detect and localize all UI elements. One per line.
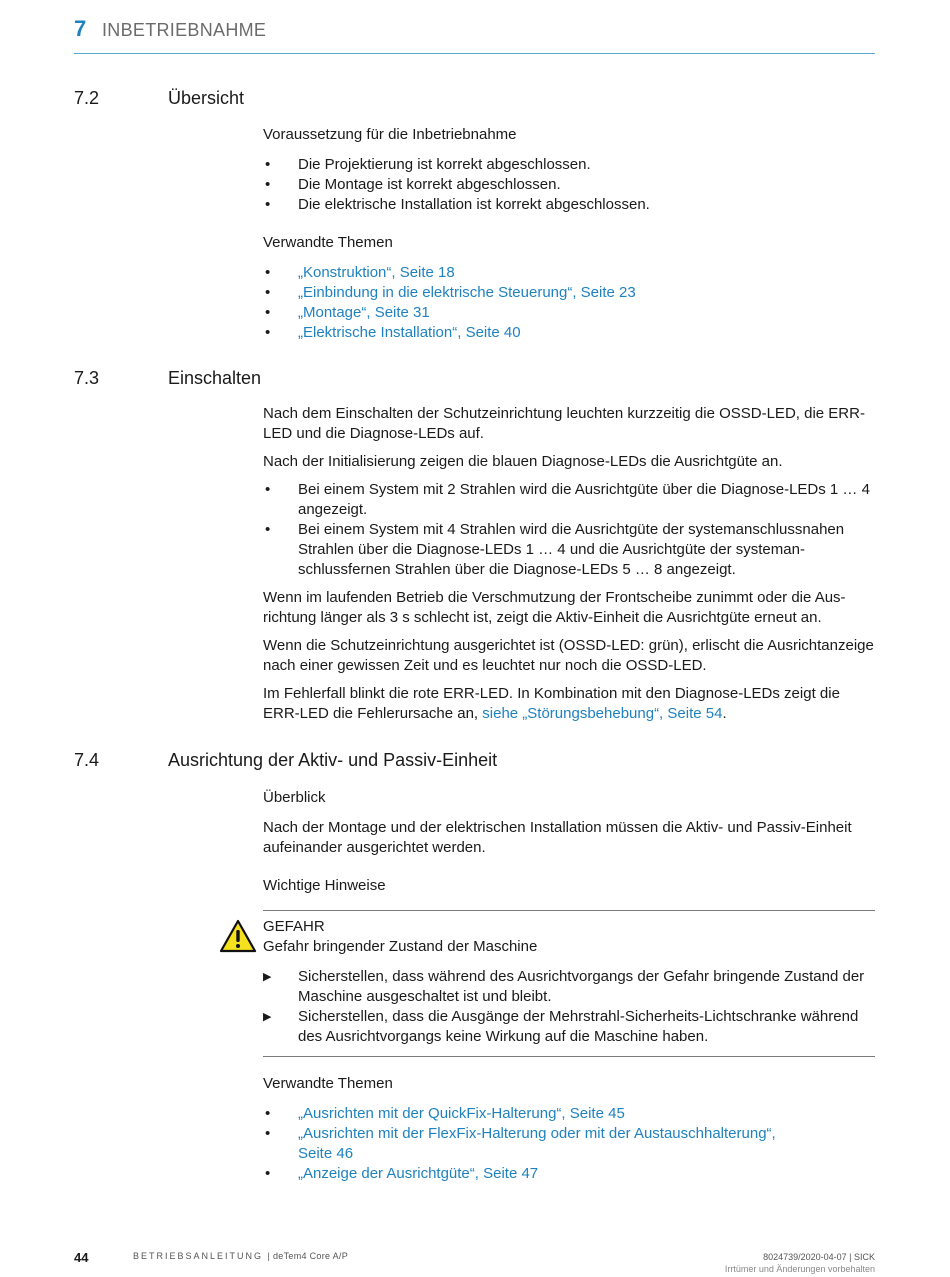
section-title: Einschalten xyxy=(168,368,262,388)
footer-right xyxy=(725,1251,875,1275)
warning-bottom-rule xyxy=(263,1056,875,1057)
chapter-number: 7 xyxy=(74,16,87,41)
warning-top-rule xyxy=(263,910,875,911)
related-block xyxy=(263,1074,878,1184)
paragraph: Wenn im laufenden Betrieb die Verschmutzung der Frontscheibe zunimmt oder die Ausrichtung länger als 3 s schlecht ist, zeigt die Aktiv-Einheit die Ausrichtgüte erneut an. xyxy=(263,589,846,626)
danger-label: GEFAHR xyxy=(263,918,325,935)
section-number: 7.3 xyxy=(74,368,100,388)
header-rule xyxy=(74,53,875,54)
list-item: • Die elektrische Installation ist korrekt abgeschlossen. xyxy=(263,195,878,215)
related-list xyxy=(263,263,878,343)
action-item: ▶ Sicherstellen, dass während des Ausrichtvorgangs der Gefahr bringende Zustand der Maschine ausgeschaltet ist und bleibt. xyxy=(263,967,878,1007)
paragraph: Nach dem Einschalten der Schutzeinrichtung leuchten kurzzeitig die OSSD-LED, die ERR-LED und die Diagnose-LEDs auf. xyxy=(263,405,865,442)
related-block xyxy=(263,233,878,343)
list-item: • Bei einem System mit 2 Strahlen wird die Ausrichtgüte über die Diagnose-LEDs 1 … 4 angezeigt. xyxy=(263,480,878,520)
danger-text: Gefahr bringender Zustand der Maschine xyxy=(263,938,538,955)
related-list xyxy=(263,1104,803,1184)
footer-doc-type: BETRIEBSANLEITUNG | deTem4 Core A/P xyxy=(133,1251,349,1261)
section-number: 7.4 xyxy=(74,750,100,770)
subheading: Voraussetzung für die Inbetriebnahme xyxy=(263,126,517,143)
warning-triangle-icon xyxy=(219,919,257,953)
paragraph: Im Fehlerfall blinkt die rote ERR-LED. In Kombination mit den Diagnose-LEDs zeigt die ERR-LED die Fehlerursache an, siehe „Störungsbehebung“, Seite 54. xyxy=(263,685,840,722)
section-title: Ausrichtung der Aktiv- und Passiv-Einheit xyxy=(168,750,498,770)
page-number: 44 xyxy=(74,1250,89,1265)
section-number: 7.2 xyxy=(74,88,100,108)
action-item: ▶ Sicherstellen, dass die Ausgänge der Mehrstrahl-Sicherheits-Lichtschranke während des Ausrichtvorgangs keine Wirkung auf die Maschine haben. xyxy=(263,1007,878,1047)
subheading: Verwandte Themen xyxy=(263,234,393,251)
subheading: Überblick xyxy=(263,789,326,806)
prereq-list xyxy=(263,155,878,215)
section-body xyxy=(263,404,878,724)
footer-disclaimer: Irrtümer und Änderungen vorbehalten xyxy=(724,1264,875,1274)
xref-link[interactable]: siehe „Störungsbehebung“, Seite 54 xyxy=(482,705,723,722)
xref-link[interactable]: „Ausrichten mit der QuickFix-Halterung“, Seite 45 xyxy=(298,1105,625,1122)
danger-block xyxy=(263,917,878,1047)
paragraph: Nach der Montage und der elektrischen Installation müssen die Aktiv- und Passiv-Einheit aufeinander ausgerichtet werden. xyxy=(263,819,852,856)
paragraph: Nach der Initialisierung zeigen die blauen Diagnose-LEDs die Ausrichtgüte an. xyxy=(263,453,783,470)
xref-link[interactable]: „Konstruktion“, Seite 18 xyxy=(298,264,455,281)
chapter-title: INBETRIEBNAHME xyxy=(102,20,267,40)
prereq-block xyxy=(263,125,878,215)
list-item: • Bei einem System mit 4 Strahlen wird die Ausrichtgüte der systemanschlussnahen Strahlen über die Diagnose-LEDs 1 … 4 und die Ausrichtgüte der systemanschlussfernen Strahlen über die Diagnose-LEDs 5 … 8 angezeigt. xyxy=(263,520,878,580)
xref-link[interactable]: „Montage“, Seite 31 xyxy=(298,304,430,321)
footer-doc-id: 8024739/2020-04-07 | SICK xyxy=(763,1252,875,1262)
paragraph: Wenn die Schutzeinrichtung ausgerichtet ist (OSSD-LED: grün), erlischt die Ausrichtanzeige nach einer gewissen Zeit und es leuchtet nur noch die OSSD-LED. xyxy=(263,637,874,674)
xref-link[interactable]: „Einbindung in die elektrische Steuerung“, Seite 23 xyxy=(298,284,636,301)
list-item: • Die Montage ist korrekt abgeschlossen. xyxy=(263,175,878,195)
bullet-list xyxy=(263,480,878,580)
xref-link[interactable]: „Ausrichten mit der FlexFix-Halterung oder mit der Austauschhalterung“, Seite 46 xyxy=(298,1125,776,1162)
section-body xyxy=(263,788,878,896)
list-item: • Die Projektierung ist korrekt abgeschlossen. xyxy=(263,155,878,175)
section-title: Übersicht xyxy=(168,88,245,108)
subheading: Verwandte Themen xyxy=(263,1075,393,1092)
xref-link[interactable]: „Anzeige der Ausrichtgüte“, Seite 47 xyxy=(298,1165,539,1182)
xref-link[interactable]: „Elektrische Installation“, Seite 40 xyxy=(298,324,521,341)
action-list xyxy=(263,967,878,1047)
subheading: Wichtige Hinweise xyxy=(263,877,386,894)
